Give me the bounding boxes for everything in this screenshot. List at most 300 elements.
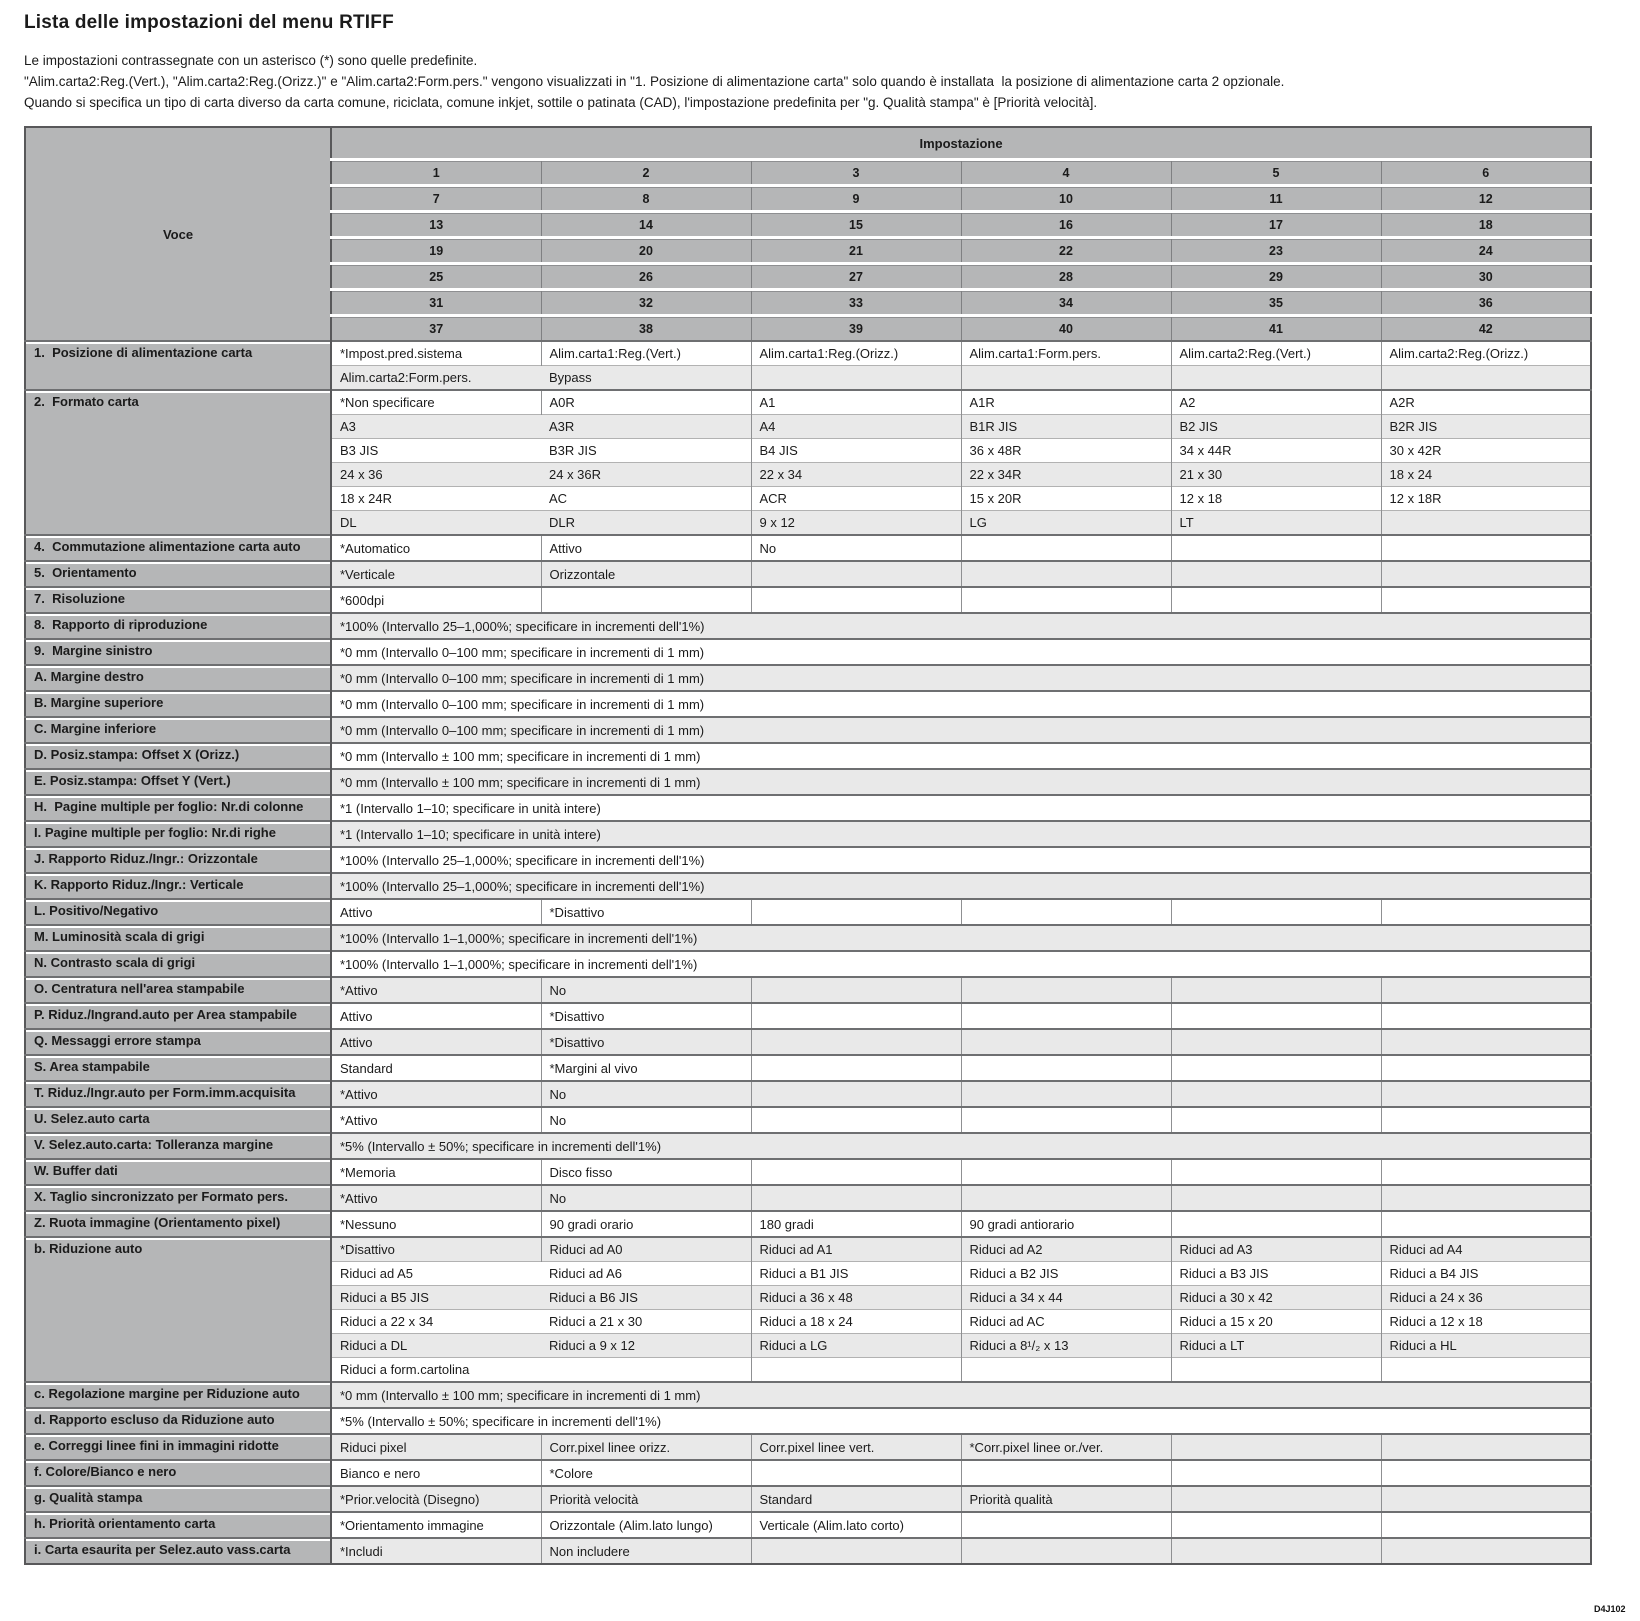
row-label: 9. Margine sinistro <box>25 639 331 665</box>
row-label: V. Selez.auto.carta: Tolleranza margine <box>25 1133 331 1159</box>
column-number: 39 <box>751 316 961 342</box>
value-cell: LT <box>1171 511 1381 536</box>
value-cell: *0 mm (Intervallo 0–100 mm; specificare in incrementi di 1 mm) <box>331 665 1591 691</box>
value-cell <box>1171 1538 1381 1564</box>
value-cell: *Disattivo <box>331 1237 541 1262</box>
value-cell <box>1381 1159 1591 1185</box>
value-cell: B4 JIS <box>751 439 961 463</box>
value-cell: Riduci a LT <box>1171 1334 1381 1358</box>
table-row <box>25 1029 1591 1055</box>
header-row <box>25 127 1591 160</box>
value-cell: Priorità qualità <box>961 1486 1171 1512</box>
value-cell <box>1381 1486 1591 1512</box>
value-cell: Riduci ad A4 <box>1381 1237 1591 1262</box>
column-number: 34 <box>961 290 1171 316</box>
column-number: 40 <box>961 316 1171 342</box>
column-number: 29 <box>1171 264 1381 290</box>
value-cell: *Attivo <box>331 1107 541 1133</box>
value-cell <box>751 561 961 587</box>
value-cell: Riduci a B4 JIS <box>1381 1262 1591 1286</box>
value-cell <box>751 1107 961 1133</box>
value-cell: Riduci a 34 x 44 <box>961 1286 1171 1310</box>
table-row <box>25 743 1591 769</box>
table-row <box>25 1107 1591 1133</box>
value-cell: Standard <box>751 1486 961 1512</box>
column-number: 5 <box>1171 160 1381 186</box>
value-cell: 36 x 48R <box>961 439 1171 463</box>
table-row <box>25 1003 1591 1029</box>
value-cell: Riduci a B3 JIS <box>1171 1262 1381 1286</box>
value-cell <box>1381 561 1591 587</box>
column-number: 16 <box>961 212 1171 238</box>
value-cell: *0 mm (Intervallo 0–100 mm; specificare in incrementi di 1 mm) <box>331 691 1591 717</box>
value-cell: *Verticale <box>331 561 541 587</box>
value-cell <box>751 1185 961 1211</box>
value-cell: Riduci a 30 x 42 <box>1171 1286 1381 1310</box>
value-cell <box>1381 1211 1591 1237</box>
value-cell: Riduci ad A2 <box>961 1237 1171 1262</box>
value-cell: Riduci a 15 x 20 <box>1171 1310 1381 1334</box>
value-cell: *Automatico <box>331 535 541 561</box>
value-cell <box>1171 366 1381 391</box>
value-cell: *Margini al vivo <box>541 1055 751 1081</box>
table-body <box>25 341 1591 1564</box>
value-cell: LG <box>961 511 1171 536</box>
value-cell <box>751 1159 961 1185</box>
value-cell: *Impost.pred.sistema <box>331 341 541 366</box>
table-row <box>25 1434 1591 1460</box>
value-cell: Alim.carta2:Reg.(Vert.) <box>1171 341 1381 366</box>
value-cell: Disco fisso <box>541 1159 751 1185</box>
column-number: 30 <box>1381 264 1591 290</box>
value-cell: 22 x 34 <box>751 463 961 487</box>
value-cell <box>961 535 1171 561</box>
value-cell: 90 gradi orario <box>541 1211 751 1237</box>
value-cell: *5% (Intervallo ± 50%; specificare in incrementi dell'1%) <box>331 1408 1591 1434</box>
value-cell: 9 x 12 <box>751 511 961 536</box>
value-cell <box>961 1055 1171 1081</box>
value-cell: *0 mm (Intervallo ± 100 mm; specificare in incrementi di 1 mm) <box>331 769 1591 795</box>
value-cell: Non includere <box>541 1538 751 1564</box>
value-cell: DLR <box>541 511 751 536</box>
column-number: 28 <box>961 264 1171 290</box>
intro-paragraph <box>24 50 1616 113</box>
row-label: 2. Formato carta <box>25 390 331 535</box>
value-cell: Riduci a 8¹/₂ x 13 <box>961 1334 1171 1358</box>
value-cell <box>1171 977 1381 1003</box>
value-cell <box>1381 1434 1591 1460</box>
column-number: 41 <box>1171 316 1381 342</box>
value-cell: B3 JIS <box>331 439 541 463</box>
value-cell <box>1381 1107 1591 1133</box>
intro-line: Quando si specifica un tipo di carta diverso da carta comune, riciclata, comune inkjet, sottile o patinata (CAD), l'impostazione predefinita per "g. Qualità stampa" è [Priorità velocità]. <box>24 95 1098 110</box>
value-cell <box>751 366 961 391</box>
value-cell <box>1171 1029 1381 1055</box>
value-cell <box>1171 1486 1381 1512</box>
column-number: 36 <box>1381 290 1591 316</box>
value-cell: Riduci a 18 x 24 <box>751 1310 961 1334</box>
value-cell <box>961 587 1171 613</box>
column-number: 4 <box>961 160 1171 186</box>
value-cell <box>961 1460 1171 1486</box>
value-cell: Riduci ad A1 <box>751 1237 961 1262</box>
value-cell: Riduci a 21 x 30 <box>541 1310 751 1334</box>
table-row <box>25 873 1591 899</box>
row-label: c. Regolazione margine per Riduzione auto <box>25 1382 331 1408</box>
row-label: Z. Ruota immagine (Orientamento pixel) <box>25 1211 331 1237</box>
value-cell <box>751 977 961 1003</box>
value-cell: Bianco e nero <box>331 1460 541 1486</box>
value-cell: *Nessuno <box>331 1211 541 1237</box>
value-cell: *Disattivo <box>541 1003 751 1029</box>
value-cell: No <box>541 1185 751 1211</box>
value-cell: *0 mm (Intervallo ± 100 mm; specificare in incrementi di 1 mm) <box>331 1382 1591 1408</box>
row-label: U. Selez.auto carta <box>25 1107 331 1133</box>
value-cell: *0 mm (Intervallo 0–100 mm; specificare in incrementi di 1 mm) <box>331 717 1591 743</box>
table-row <box>25 1211 1591 1237</box>
table-row <box>25 899 1591 925</box>
value-cell: Attivo <box>331 1029 541 1055</box>
row-label: N. Contrasto scala di grigi <box>25 951 331 977</box>
value-cell: A3R <box>541 415 751 439</box>
value-cell: ACR <box>751 487 961 511</box>
value-cell: *1 (Intervallo 1–10; specificare in unità intere) <box>331 821 1591 847</box>
value-cell <box>1171 899 1381 925</box>
value-cell: Corr.pixel linee vert. <box>751 1434 961 1460</box>
table-row <box>25 665 1591 691</box>
column-number: 2 <box>541 160 751 186</box>
value-cell <box>961 366 1171 391</box>
value-cell: Orizzontale (Alim.lato lungo) <box>541 1512 751 1538</box>
value-cell: *100% (Intervallo 25–1,000%; specificare in incrementi dell'1%) <box>331 873 1591 899</box>
value-cell: *Attivo <box>331 1081 541 1107</box>
value-cell <box>1381 1358 1591 1383</box>
value-cell <box>1381 535 1591 561</box>
row-label: P. Riduz./Ingrand.auto per Area stampabile <box>25 1003 331 1029</box>
page-title: Lista delle impostazioni del menu RTIFF <box>24 12 394 33</box>
value-cell: No <box>541 1081 751 1107</box>
value-cell: 12 x 18R <box>1381 487 1591 511</box>
value-cell: A2 <box>1171 390 1381 415</box>
value-cell: Riduci a B2 JIS <box>961 1262 1171 1286</box>
value-cell <box>961 977 1171 1003</box>
column-number: 19 <box>331 238 541 264</box>
row-label: h. Priorità orientamento carta <box>25 1512 331 1538</box>
row-label: f. Colore/Bianco e nero <box>25 1460 331 1486</box>
value-cell <box>1171 1434 1381 1460</box>
value-cell: A4 <box>751 415 961 439</box>
table-row <box>25 925 1591 951</box>
value-cell: No <box>541 1107 751 1133</box>
column-number: 13 <box>331 212 541 238</box>
value-cell <box>751 1460 961 1486</box>
column-number: 12 <box>1381 186 1591 212</box>
column-number: 9 <box>751 186 961 212</box>
value-cell: Riduci ad A5 <box>331 1262 541 1286</box>
value-cell: 18 x 24R <box>331 487 541 511</box>
table-row <box>25 769 1591 795</box>
value-cell <box>961 561 1171 587</box>
value-cell <box>1381 511 1591 536</box>
value-cell: *Prior.velocità (Disegno) <box>331 1486 541 1512</box>
value-cell <box>1381 1185 1591 1211</box>
value-cell <box>751 587 961 613</box>
value-cell <box>751 1081 961 1107</box>
value-cell <box>1381 1538 1591 1564</box>
table-row <box>25 951 1591 977</box>
value-cell <box>1171 1211 1381 1237</box>
value-cell: B2R JIS <box>1381 415 1591 439</box>
column-number: 21 <box>751 238 961 264</box>
value-cell: *100% (Intervallo 25–1,000%; specificare in incrementi dell'1%) <box>331 613 1591 639</box>
column-number: 8 <box>541 186 751 212</box>
column-number: 25 <box>331 264 541 290</box>
table-row <box>25 1382 1591 1408</box>
table-row <box>25 847 1591 873</box>
value-cell: *600dpi <box>331 587 541 613</box>
table-row <box>25 821 1591 847</box>
value-cell: Attivo <box>331 899 541 925</box>
value-cell: 18 x 24 <box>1381 463 1591 487</box>
value-cell: Bypass <box>541 366 751 391</box>
value-cell: A1 <box>751 390 961 415</box>
value-cell: 34 x 44R <box>1171 439 1381 463</box>
value-cell: *Attivo <box>331 1185 541 1211</box>
table-row <box>25 1237 1591 1262</box>
row-label: d. Rapporto escluso da Riduzione auto <box>25 1408 331 1434</box>
value-cell: A3 <box>331 415 541 439</box>
value-cell: Riduci a B6 JIS <box>541 1286 751 1310</box>
value-cell <box>1381 1029 1591 1055</box>
table-row <box>25 1538 1591 1564</box>
value-cell <box>751 1538 961 1564</box>
value-cell: Riduci a HL <box>1381 1334 1591 1358</box>
value-cell <box>1381 366 1591 391</box>
table-row <box>25 1133 1591 1159</box>
column-number: 37 <box>331 316 541 342</box>
intro-line: "Alim.carta2:Reg.(Vert.), "Alim.carta2:Reg.(Orizz.)" e "Alim.carta2:Form.pers." vengono visualizzati in "1. Posizione di alimentazione carta" solo quando è installata la posizione di alimentazione carta 2 opzionale. <box>24 74 1285 89</box>
row-label: e. Correggi linee fini in immagini ridotte <box>25 1434 331 1460</box>
row-label: 7. Risoluzione <box>25 587 331 613</box>
table-row <box>25 587 1591 613</box>
column-number: 17 <box>1171 212 1381 238</box>
value-cell: *5% (Intervallo ± 50%; specificare in incrementi dell'1%) <box>331 1133 1591 1159</box>
value-cell <box>961 1538 1171 1564</box>
value-cell: *100% (Intervallo 1–1,000%; specificare in incrementi dell'1%) <box>331 951 1591 977</box>
row-label: K. Rapporto Riduz./Ingr.: Verticale <box>25 873 331 899</box>
value-cell <box>1381 899 1591 925</box>
value-cell <box>1171 587 1381 613</box>
value-cell <box>1171 1460 1381 1486</box>
value-cell <box>1381 977 1591 1003</box>
row-label: H. Pagine multiple per foglio: Nr.di colonne <box>25 795 331 821</box>
row-label: B. Margine superiore <box>25 691 331 717</box>
value-cell <box>1171 1107 1381 1133</box>
column-number: 15 <box>751 212 961 238</box>
value-cell <box>541 587 751 613</box>
value-cell: Riduci a B5 JIS <box>331 1286 541 1310</box>
table-row <box>25 1055 1591 1081</box>
column-number: 14 <box>541 212 751 238</box>
value-cell: B3R JIS <box>541 439 751 463</box>
row-label: A. Margine destro <box>25 665 331 691</box>
column-number: 42 <box>1381 316 1591 342</box>
value-cell: *Includi <box>331 1538 541 1564</box>
row-label: 5. Orientamento <box>25 561 331 587</box>
value-cell: 24 x 36R <box>541 463 751 487</box>
value-cell: *Disattivo <box>541 1029 751 1055</box>
value-cell <box>1171 1358 1381 1383</box>
value-cell <box>961 1185 1171 1211</box>
value-cell <box>1381 1055 1591 1081</box>
column-number: 31 <box>331 290 541 316</box>
value-cell <box>541 1358 751 1383</box>
value-cell: *Memoria <box>331 1159 541 1185</box>
table-row <box>25 341 1591 366</box>
row-label: C. Margine inferiore <box>25 717 331 743</box>
value-cell <box>1381 1003 1591 1029</box>
value-cell: A0R <box>541 390 751 415</box>
column-number: 32 <box>541 290 751 316</box>
value-cell: DL <box>331 511 541 536</box>
row-label: L. Positivo/Negativo <box>25 899 331 925</box>
value-cell: *0 mm (Intervallo 0–100 mm; specificare in incrementi di 1 mm) <box>331 639 1591 665</box>
table-row <box>25 1512 1591 1538</box>
value-cell: Attivo <box>331 1003 541 1029</box>
value-cell: 12 x 18 <box>1171 487 1381 511</box>
value-cell: Riduci a LG <box>751 1334 961 1358</box>
column-number: 33 <box>751 290 961 316</box>
value-cell: *Attivo <box>331 977 541 1003</box>
column-number: 23 <box>1171 238 1381 264</box>
row-label: E. Posiz.stampa: Offset Y (Vert.) <box>25 769 331 795</box>
row-label: g. Qualità stampa <box>25 1486 331 1512</box>
column-number: 7 <box>331 186 541 212</box>
value-cell: Riduci a 22 x 34 <box>331 1310 541 1334</box>
value-cell: Orizzontale <box>541 561 751 587</box>
value-cell: Riduci a B1 JIS <box>751 1262 961 1286</box>
row-label: S. Area stampabile <box>25 1055 331 1081</box>
value-cell <box>961 1029 1171 1055</box>
value-cell <box>751 1003 961 1029</box>
column-number: 3 <box>751 160 961 186</box>
value-cell <box>1171 1159 1381 1185</box>
row-label: 1. Posizione di alimentazione carta <box>25 341 331 390</box>
value-cell <box>1381 1460 1591 1486</box>
value-cell <box>1381 587 1591 613</box>
value-cell: Riduci ad A6 <box>541 1262 751 1286</box>
value-cell <box>1171 561 1381 587</box>
value-cell: Riduci ad A0 <box>541 1237 751 1262</box>
value-cell: Alim.carta1:Reg.(Vert.) <box>541 341 751 366</box>
impostazione-header: Impostazione <box>331 127 1591 160</box>
value-cell: 30 x 42R <box>1381 439 1591 463</box>
value-cell <box>961 1003 1171 1029</box>
value-cell: Alim.carta1:Reg.(Orizz.) <box>751 341 961 366</box>
table-row <box>25 1081 1591 1107</box>
column-number: 22 <box>961 238 1171 264</box>
column-number: 20 <box>541 238 751 264</box>
table-row <box>25 1159 1591 1185</box>
column-number: 11 <box>1171 186 1381 212</box>
row-label: W. Buffer dati <box>25 1159 331 1185</box>
column-number: 24 <box>1381 238 1591 264</box>
value-cell: *1 (Intervallo 1–10; specificare in unità intere) <box>331 795 1591 821</box>
intro-line: Le impostazioni contrassegnate con un asterisco (*) sono quelle predefinite. <box>24 53 478 68</box>
table-row <box>25 639 1591 665</box>
value-cell: Alim.carta1:Form.pers. <box>961 341 1171 366</box>
value-cell: *100% (Intervallo 1–1,000%; specificare in incrementi dell'1%) <box>331 925 1591 951</box>
table-row <box>25 535 1591 561</box>
column-number: 6 <box>1381 160 1591 186</box>
row-label: D. Posiz.stampa: Offset X (Orizz.) <box>25 743 331 769</box>
table-row <box>25 1185 1591 1211</box>
value-cell: Alim.carta2:Reg.(Orizz.) <box>1381 341 1591 366</box>
row-label: b. Riduzione auto <box>25 1237 331 1382</box>
value-cell: 22 x 34R <box>961 463 1171 487</box>
column-number: 18 <box>1381 212 1591 238</box>
value-cell: *Orientamento immagine <box>331 1512 541 1538</box>
row-label: Q. Messaggi errore stampa <box>25 1029 331 1055</box>
value-cell <box>961 899 1171 925</box>
value-cell: 90 gradi antiorario <box>961 1211 1171 1237</box>
table-row <box>25 390 1591 415</box>
value-cell: Riduci a 36 x 48 <box>751 1286 961 1310</box>
value-cell: A1R <box>961 390 1171 415</box>
value-cell: B2 JIS <box>1171 415 1381 439</box>
value-cell: *Corr.pixel linee or./ver. <box>961 1434 1171 1460</box>
row-label: 4. Commutazione alimentazione carta auto <box>25 535 331 561</box>
row-label: X. Taglio sincronizzato per Formato pers. <box>25 1185 331 1211</box>
value-cell <box>1171 1185 1381 1211</box>
table-row <box>25 977 1591 1003</box>
value-cell: No <box>541 977 751 1003</box>
value-cell <box>751 899 961 925</box>
value-cell: No <box>751 535 961 561</box>
value-cell: Riduci a 24 x 36 <box>1381 1286 1591 1310</box>
value-cell: Corr.pixel linee orizz. <box>541 1434 751 1460</box>
value-cell: Riduci ad AC <box>961 1310 1171 1334</box>
row-label: O. Centratura nell'area stampabile <box>25 977 331 1003</box>
value-cell: A2R <box>1381 390 1591 415</box>
row-label: I. Pagine multiple per foglio: Nr.di righe <box>25 821 331 847</box>
value-cell <box>1171 1003 1381 1029</box>
table-row <box>25 795 1591 821</box>
value-cell <box>751 1029 961 1055</box>
value-cell <box>961 1512 1171 1538</box>
document-code: D4J102 <box>1594 1604 1626 1614</box>
value-cell <box>961 1358 1171 1383</box>
column-number: 35 <box>1171 290 1381 316</box>
column-number: 26 <box>541 264 751 290</box>
value-cell <box>1381 1081 1591 1107</box>
row-label: T. Riduz./Ingr.auto per Form.imm.acquisita <box>25 1081 331 1107</box>
table-row <box>25 1486 1591 1512</box>
value-cell: Alim.carta2:Form.pers. <box>331 366 541 391</box>
value-cell: Priorità velocità <box>541 1486 751 1512</box>
row-label: 8. Rapporto di riproduzione <box>25 613 331 639</box>
settings-table <box>24 126 1592 1565</box>
column-number: 27 <box>751 264 961 290</box>
value-cell: Standard <box>331 1055 541 1081</box>
value-cell <box>961 1081 1171 1107</box>
value-cell <box>961 1107 1171 1133</box>
value-cell <box>1171 1055 1381 1081</box>
value-cell <box>961 1159 1171 1185</box>
value-cell: *Disattivo <box>541 899 751 925</box>
value-cell <box>1171 1512 1381 1538</box>
value-cell: Attivo <box>541 535 751 561</box>
